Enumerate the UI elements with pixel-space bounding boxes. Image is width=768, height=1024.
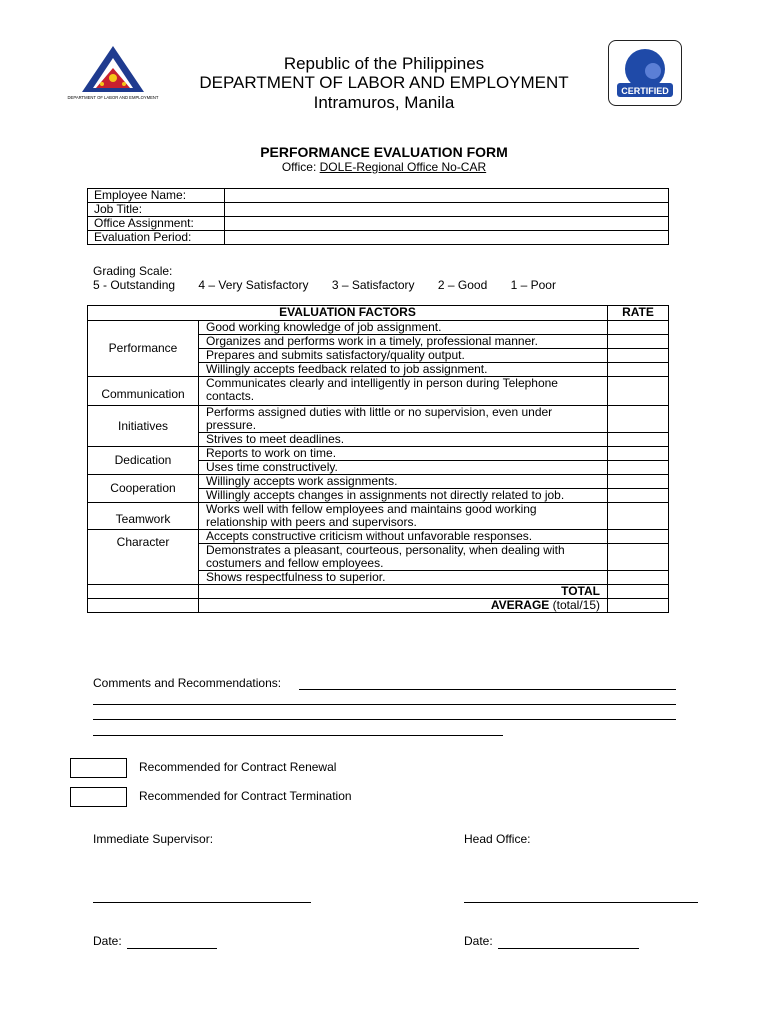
factor-item: Prepares and submits satisfactory/quality output. bbox=[199, 349, 608, 363]
rate-cell[interactable] bbox=[608, 489, 669, 503]
factor-item: Works well with fellow employees and maintains good working relationship with peers and supervisors. bbox=[199, 503, 608, 530]
grading-label: Grading Scale: bbox=[93, 264, 173, 278]
grade-item: 1 – Poor bbox=[510, 278, 556, 292]
head-office-signature-line[interactable] bbox=[464, 902, 698, 903]
info-row bbox=[88, 217, 669, 231]
rate-cell[interactable] bbox=[608, 475, 669, 489]
average-note: (total/15) bbox=[552, 598, 600, 612]
factor-item: Reports to work on time. bbox=[199, 447, 608, 461]
comment-line[interactable] bbox=[93, 704, 676, 705]
average-row bbox=[88, 599, 669, 613]
rate-cell[interactable] bbox=[608, 377, 669, 406]
office-label: Office: bbox=[281, 160, 317, 174]
rate-cell[interactable] bbox=[608, 321, 669, 335]
evaluation-table bbox=[87, 305, 669, 613]
rate-cell[interactable] bbox=[608, 447, 669, 461]
grade-item: 4 – Very Satisfactory bbox=[198, 278, 309, 292]
table-row bbox=[88, 503, 669, 530]
rate-cell[interactable] bbox=[608, 544, 669, 571]
grade-item: 2 – Good bbox=[437, 278, 488, 292]
rate-cell[interactable] bbox=[608, 433, 669, 447]
grade-item: 5 - Outstanding bbox=[93, 278, 176, 292]
rate-cell[interactable] bbox=[608, 503, 669, 530]
table-row bbox=[88, 406, 669, 433]
info-label: Office Assignment: bbox=[88, 217, 225, 231]
total-label: TOTAL bbox=[199, 585, 608, 599]
factor-item: Strives to meet deadlines. bbox=[199, 433, 608, 447]
header-location: Intramuros, Manila bbox=[313, 93, 455, 112]
rate-cell[interactable] bbox=[608, 335, 669, 349]
comments-label: Comments and Recommendations: bbox=[93, 676, 282, 690]
supervisor-date-line[interactable] bbox=[127, 948, 217, 949]
grading-scale bbox=[93, 264, 556, 292]
factor-item: Performs assigned duties with little or no supervision, even under pressure. bbox=[199, 406, 608, 433]
supervisor-label: Immediate Supervisor: bbox=[93, 832, 214, 846]
table-row bbox=[88, 447, 669, 461]
info-row bbox=[88, 189, 669, 203]
renewal-checkbox[interactable] bbox=[70, 758, 127, 778]
info-row bbox=[88, 203, 669, 217]
comment-line[interactable] bbox=[299, 689, 676, 690]
info-label: Employee Name: bbox=[88, 189, 225, 203]
table-row bbox=[88, 475, 669, 489]
table-row bbox=[88, 321, 669, 335]
termination-checkbox[interactable] bbox=[70, 787, 127, 807]
info-row bbox=[88, 231, 669, 245]
head-date-label: Date: bbox=[464, 934, 493, 948]
termination-label: Recommended for Contract Termination bbox=[139, 789, 352, 803]
job-title-field[interactable] bbox=[225, 203, 669, 217]
category-performance: Performance bbox=[88, 321, 199, 377]
factor-item: Good working knowledge of job assignment. bbox=[199, 321, 608, 335]
category-teamwork: Teamwork bbox=[88, 503, 199, 530]
supervisor-date-label: Date: bbox=[93, 934, 122, 948]
category-initiatives: Initiatives bbox=[88, 406, 199, 447]
header-department: DEPARTMENT OF LABOR AND EMPLOYMENT bbox=[199, 73, 569, 92]
category-cooperation: Cooperation bbox=[88, 475, 199, 503]
evaluation-period-field[interactable] bbox=[225, 231, 669, 245]
factor-item: Organizes and performs work in a timely, professional manner. bbox=[199, 335, 608, 349]
table-row bbox=[88, 530, 669, 544]
factor-item: Demonstrates a pleasant, courteous, personality, when dealing with costumers and fellow employees. bbox=[199, 544, 608, 571]
factor-item: Communicates clearly and intelligently in person during Telephone contacts. bbox=[199, 377, 608, 406]
average-cell[interactable] bbox=[608, 599, 669, 613]
comment-line[interactable] bbox=[93, 719, 676, 720]
rate-cell[interactable] bbox=[608, 571, 669, 585]
total-cell[interactable] bbox=[608, 585, 669, 599]
head-date-line[interactable] bbox=[498, 948, 639, 949]
factor-item: Uses time constructively. bbox=[199, 461, 608, 475]
factor-item: Willingly accepts feedback related to job assignment. bbox=[199, 363, 608, 377]
supervisor-signature-line[interactable] bbox=[93, 902, 311, 903]
factor-item: Willingly accepts changes in assignments not directly related to job. bbox=[199, 489, 608, 503]
table-row bbox=[88, 377, 669, 406]
total-row bbox=[88, 585, 669, 599]
table-header-row bbox=[88, 306, 669, 321]
factor-item: Accepts constructive criticism without unfavorable responses. bbox=[199, 530, 608, 544]
factor-item: Shows respectfulness to superior. bbox=[199, 571, 608, 585]
rate-cell[interactable] bbox=[608, 349, 669, 363]
rate-cell[interactable] bbox=[608, 406, 669, 433]
average-label-cell bbox=[199, 599, 608, 613]
col-header-rate: RATE bbox=[608, 306, 669, 321]
header-republic: Republic of the Philippines bbox=[283, 54, 485, 73]
average-label: AVERAGE bbox=[490, 598, 550, 612]
employee-name-field[interactable] bbox=[225, 189, 669, 203]
col-header-factors: EVALUATION FACTORS bbox=[88, 306, 608, 321]
info-label: Job Title: bbox=[88, 203, 225, 217]
grade-item: 3 – Satisfactory bbox=[331, 278, 415, 292]
renewal-label: Recommended for Contract Renewal bbox=[139, 760, 337, 774]
svg-text:CERTIFIED: CERTIFIED bbox=[621, 86, 669, 96]
office-assignment-field[interactable] bbox=[225, 217, 669, 231]
category-communication: Communication bbox=[88, 377, 199, 406]
category-dedication: Dedication bbox=[88, 447, 199, 475]
rate-cell[interactable] bbox=[608, 363, 669, 377]
head-office-label: Head Office: bbox=[464, 832, 531, 846]
factor-item: Willingly accepts work assignments. bbox=[199, 475, 608, 489]
office-value: DOLE-Regional Office No-CAR bbox=[319, 160, 487, 174]
office-line bbox=[0, 160, 768, 174]
info-label: Evaluation Period: bbox=[88, 231, 225, 245]
employee-info-table bbox=[87, 188, 669, 245]
rate-cell[interactable] bbox=[608, 530, 669, 544]
category-character: Character bbox=[88, 530, 199, 585]
svg-text:DEPARTMENT OF LABOR AND EMPLOY: DEPARTMENT OF LABOR AND EMPLOYMENT bbox=[67, 95, 159, 100]
rate-cell[interactable] bbox=[608, 461, 669, 475]
form-title: PERFORMANCE EVALUATION FORM bbox=[260, 144, 508, 160]
comment-line[interactable] bbox=[93, 735, 503, 736]
